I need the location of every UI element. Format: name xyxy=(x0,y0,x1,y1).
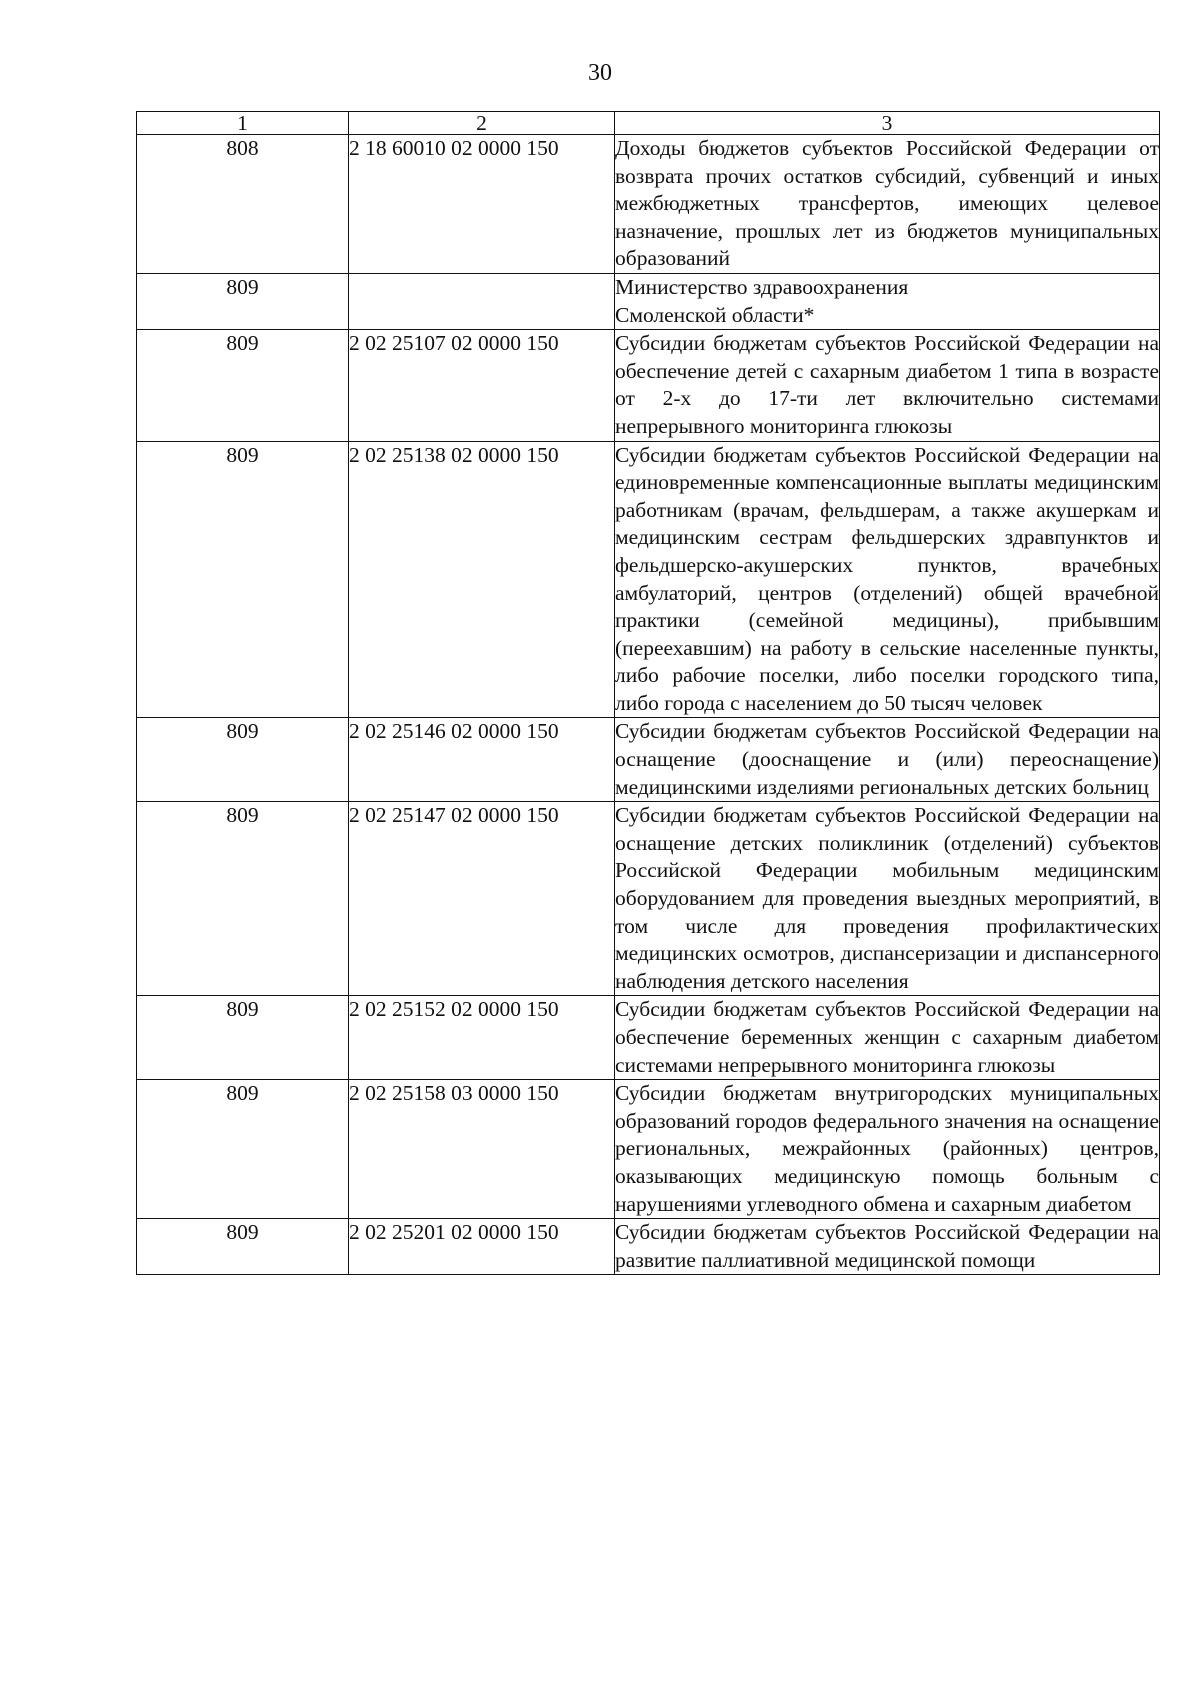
table-row xyxy=(137,441,1160,718)
kbk-code-cell: 2 02 25147 02 0000 150 xyxy=(349,802,615,996)
table-header-row xyxy=(137,112,1160,135)
kbk-code-cell xyxy=(349,273,615,329)
admin-code-cell: 808 xyxy=(137,135,349,274)
table-row xyxy=(137,718,1160,802)
description-cell: Субсидии бюджетам субъектов Российской Федерации на обеспечение беременных женщин с сахарным диабетом системами непрерывного мониторинга глюкозы xyxy=(615,996,1160,1080)
description-cell xyxy=(615,273,1160,329)
ministry-name: Министерство здравоохранения Смоленской области* xyxy=(615,274,909,327)
admin-code-cell: 809 xyxy=(137,330,349,441)
revenue-classification-table xyxy=(136,111,1160,1275)
description-cell: Субсидии бюджетам субъектов Российской Федерации на обеспечение детей с сахарным диабетом 1 типа в возрасте от 2-х до 17-ти лет включительно системами непрерывного мониторинга глюкозы xyxy=(615,330,1160,441)
table-row xyxy=(137,802,1160,996)
admin-code-cell: 809 xyxy=(137,441,349,718)
kbk-code-cell: 2 02 25201 02 0000 150 xyxy=(349,1219,615,1275)
kbk-code-cell: 2 18 60010 02 0000 150 xyxy=(349,135,615,274)
table-row xyxy=(137,273,1160,329)
description-cell: Субсидии бюджетам субъектов Российской Федерации на развитие паллиативной медицинской помощи xyxy=(615,1219,1160,1275)
admin-code-cell: 809 xyxy=(137,273,349,329)
description-cell: Доходы бюджетов субъектов Российской Федерации от возврата прочих остатков субсидий, субвенций и иных межбюджетных трансфертов, имеющих целевое назначение, прошлых лет из бюджетов муниципальных образований xyxy=(615,135,1160,274)
description-cell: Субсидии бюджетам внутригородских муниципальных образований городов федерального значения на оснащение региональных, межрайонных (районных) центров, оказывающих медицинскую помощь больным с нарушениями углеводного обмена и сахарным диабетом xyxy=(615,1080,1160,1219)
table-row xyxy=(137,1080,1160,1219)
table-row xyxy=(137,330,1160,441)
kbk-code-cell: 2 02 25146 02 0000 150 xyxy=(349,718,615,802)
description-cell: Субсидии бюджетам субъектов Российской Федерации на оснащение детских поликлиник (отделений) субъектов Российской Федерации мобильным медицинским оборудованием для проведения выездных мероприятий, в том числе для проведения профилактических медицинских осмотров, диспансеризации и диспансерного наблюдения детского населения xyxy=(615,802,1160,996)
page-number: 30 xyxy=(588,60,612,86)
admin-code-cell: 809 xyxy=(137,996,349,1080)
kbk-code-cell: 2 02 25107 02 0000 150 xyxy=(349,330,615,441)
admin-code-cell: 809 xyxy=(137,718,349,802)
table-row xyxy=(137,996,1160,1080)
kbk-code-cell: 2 02 25158 03 0000 150 xyxy=(349,1080,615,1219)
kbk-code-cell: 2 02 25138 02 0000 150 xyxy=(349,441,615,718)
admin-code-cell: 809 xyxy=(137,1080,349,1219)
header-col-1: 1 xyxy=(137,112,349,135)
kbk-code-cell: 2 02 25152 02 0000 150 xyxy=(349,996,615,1080)
header-col-2: 2 xyxy=(349,112,615,135)
admin-code-cell: 809 xyxy=(137,802,349,996)
description-cell: Субсидии бюджетам субъектов Российской Федерации на оснащение (дооснащение и (или) переоснащение) медицинскими изделиями региональных детских больниц xyxy=(615,718,1160,802)
table-row xyxy=(137,1219,1160,1275)
header-col-3: 3 xyxy=(615,112,1160,135)
description-cell: Субсидии бюджетам субъектов Российской Федерации на единовременные компенсационные выплаты медицинским работникам (врачам, фельдшерам, а также акушеркам и медицинским сестрам фельдшерских здравпунктов и фельдшерско-акушерских пунктов, врачебных амбулаторий, центров (отделений) общей врачебной практики (семейной медицины), прибывшим (переехавшим) на работу в сельские населенные пункты, либо рабочие поселки, либо поселки городского типа, либо города с населением до 50 тысяч человек xyxy=(615,441,1160,718)
table-row xyxy=(137,135,1160,274)
admin-code-cell: 809 xyxy=(137,1219,349,1275)
